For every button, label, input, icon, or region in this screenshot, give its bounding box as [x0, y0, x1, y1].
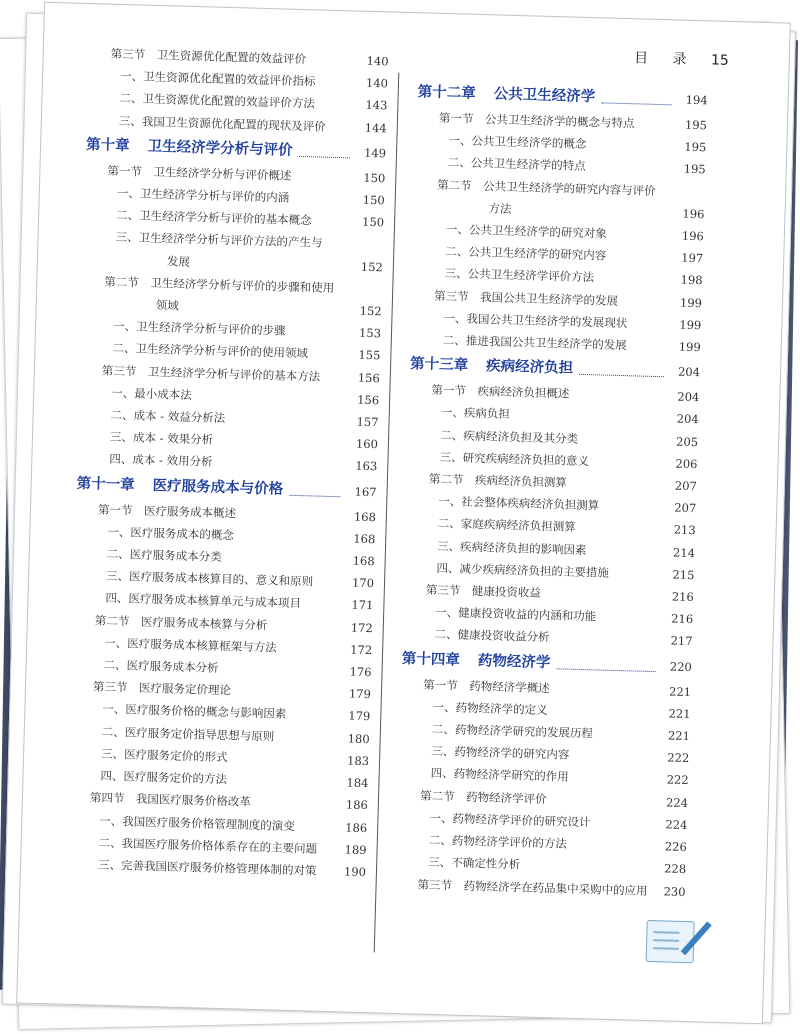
entry-title: 一、健康投资收益的内涵和功能 [435, 605, 597, 624]
entry-title: 四、医疗服务成本核算单元与成本项目 [105, 591, 302, 611]
entry-title: 二、卫生资源优化配置的效益评价方法 [119, 91, 316, 111]
entry-title: 三、药物经济学的研究内容 [431, 744, 570, 763]
entry-title: 一、卫生经济学分析与评价的步骤 [112, 319, 286, 338]
entry-title: 第一节 疾病经济负担概述 [431, 382, 570, 401]
dot-leader [579, 355, 665, 377]
page-ref: 198 [680, 273, 703, 288]
page-ref: 163 [355, 459, 378, 474]
entry-title: 一、医疗服务成本的概念 [107, 524, 235, 543]
page-ref: 224 [665, 795, 689, 810]
page-ref: 184 [346, 775, 369, 791]
entry-title: 第四节 我国医疗服务价格改革 [89, 790, 252, 810]
page-ref: 180 [347, 731, 370, 746]
entry-title: 一、医疗服务成本核算框架与方法 [104, 635, 277, 655]
chapter-number: 第十一章 [76, 475, 135, 494]
page-ref: 222 [666, 772, 689, 788]
entry-title: 第一节 卫生经济学分析与评价概述 [107, 163, 292, 183]
chapter-title: 疾病经济负担 [485, 358, 574, 377]
page-ref: 221 [667, 728, 691, 744]
page-ref: 216 [671, 611, 694, 627]
entry-title: 三、卫生经济学分析与评价方法的产生与 [115, 230, 323, 251]
page-ref: 176 [349, 664, 372, 680]
entry-title: 二、推进我国公共卫生经济学的发展 [442, 333, 627, 353]
page-ref: 190 [343, 864, 367, 879]
page-ref: 150 [361, 214, 385, 230]
dot-leader [601, 83, 672, 105]
page-ref: 152 [359, 303, 382, 319]
entry-title: 二、公共卫生经济学的研究内容 [445, 244, 607, 263]
page-ref: 199 [679, 295, 703, 310]
page-ref: 228 [664, 861, 687, 877]
page-ref: 153 [358, 325, 382, 341]
entry-title: 第三节 卫生资源优化配置的效益评价 [110, 46, 307, 67]
dot-leader [556, 649, 656, 672]
entry-title: 二、健康投资收益分析 [434, 627, 550, 645]
entry-title: 二、公共卫生经济学的特点 [447, 155, 586, 174]
entry-title: 三、疾病经济负担的影响因素 [436, 538, 587, 557]
page-ref: 156 [357, 392, 380, 408]
page-ref: 179 [348, 686, 372, 702]
page-ref: 195 [684, 139, 707, 155]
page-ref: 214 [672, 545, 696, 560]
page-ref: 222 [667, 750, 690, 766]
page-ref: 155 [358, 348, 381, 363]
page-ref: 204 [676, 412, 699, 427]
page-ref: 168 [353, 509, 377, 524]
entry-title: 二、疾病经济负担及其分类 [440, 427, 579, 446]
entry-title: 第二节 医疗服务成本核算与分析 [94, 613, 268, 632]
entry-title: 一、最小成本法 [111, 385, 192, 402]
entry-title: 第二节 卫生经济学分析与评价的步骤和使用 [104, 274, 335, 295]
entry-title: 三、完善我国医疗服务价格管理体制的对策 [97, 857, 317, 878]
entry-title: 第二节 公共卫生经济学的研究内容与评价 [436, 177, 656, 198]
page-ref: 199 [678, 339, 701, 355]
page-ref: 196 [681, 228, 705, 244]
page-ref: 194 [685, 92, 708, 108]
entry-title: 三、成本 - 效果分析 [109, 430, 214, 447]
entry-title: 第一节 公共卫生经济学的概念与特点 [438, 110, 635, 131]
page-ref: 217 [670, 633, 693, 649]
entry-title: 二、药物经济学研究的发展历程 [431, 721, 594, 741]
entry-title: 一、公共卫生经济学的研究对象 [445, 222, 608, 241]
entry-title: 二、我国医疗服务价格体系存在的主要问题 [98, 835, 318, 856]
entry-title: 四、医疗服务定价的方法 [100, 768, 228, 787]
chapter-title: 公共卫生经济学 [493, 86, 596, 106]
entry-title: 一、卫生经济学分析与评价的内涵 [116, 185, 290, 205]
page-ref: 224 [665, 817, 688, 832]
page-ref: 152 [360, 259, 384, 274]
page-ref: 172 [350, 620, 373, 635]
page-ref: 207 [674, 500, 697, 516]
entry-title: 三、不确定性分析 [428, 855, 521, 872]
page-ref: 221 [668, 706, 691, 721]
entry-title: 二、医疗服务成本分类 [106, 546, 222, 565]
entry-title: 三、我国卫生资源优化配置的现状及评价 [118, 113, 326, 134]
entry-title-wrap: 发展 [166, 253, 191, 269]
page-ref: 221 [668, 684, 692, 699]
entry-title: 三、医疗服务成本核算目的、意义和原则 [105, 568, 314, 589]
chapter-number: 第十四章 [401, 650, 461, 669]
chapter-title: 医疗服务成本与价格 [152, 477, 284, 498]
entry-title: 二、家庭疾病经济负担测算 [437, 516, 576, 535]
page-ref: 195 [683, 162, 706, 177]
entry-title: 一、疾病负担 [440, 405, 510, 422]
entry-title: 四、减少疾病经济负担的主要措施 [436, 560, 610, 580]
page-number: 15 [710, 52, 729, 69]
page-ref: 140 [366, 53, 389, 69]
dot-leader [298, 137, 350, 158]
page-ref: 183 [346, 753, 370, 769]
entry-title: 第三节 药物经济学在药品集中采购中的应用 [417, 877, 648, 898]
entry-title: 第三节 健康投资收益 [425, 582, 542, 600]
page-ref: 199 [679, 317, 702, 333]
chapter-number: 第十章 [85, 136, 130, 155]
page-ref: 171 [351, 598, 374, 613]
page-ref: 195 [684, 117, 708, 133]
page-ref: 149 [363, 145, 387, 161]
entry-title: 一、药物经济学的定义 [432, 699, 548, 717]
page-ref: 168 [352, 553, 375, 569]
entry-title: 一、医疗服务价格的概念与影响因素 [102, 702, 287, 722]
entry-title: 一、社会整体疾病经济负担测算 [438, 494, 600, 513]
entry-title: 一、我国医疗服务价格管理制度的演变 [99, 813, 295, 833]
entry-title: 一、卫生资源优化配置的效益评价指标 [119, 69, 316, 89]
entry-title: 四、成本 - 效用分析 [109, 452, 213, 470]
page-ref: 167 [354, 484, 377, 499]
page-ref: 179 [348, 709, 371, 724]
entry-title: 第三节 卫生经济学分析与评价的基本方法 [101, 363, 321, 384]
page-ref: 172 [350, 642, 373, 658]
page-ref: 186 [345, 797, 369, 813]
entry-title: 二、药物经济学评价的方法 [428, 832, 568, 851]
entry-title: 一、公共卫生经济学的概念 [448, 133, 587, 152]
page-ref: 160 [355, 436, 379, 452]
entry-title: 二、卫生经济学分析与评价的基本概念 [116, 208, 312, 228]
page-ref: 220 [669, 659, 693, 674]
entry-title: 二、医疗服务成本分析 [103, 657, 219, 675]
toc-left-column [66, 42, 389, 883]
entry-title: 二、成本 - 效益分析法 [110, 407, 226, 426]
page-ref: 170 [351, 575, 375, 591]
page-ref: 157 [356, 414, 379, 430]
entry-title: 三、研究疾病经济负担的意义 [439, 449, 590, 469]
page-ref: 230 [663, 883, 686, 899]
page-ref: 204 [677, 389, 700, 405]
chapter-number: 第十二章 [417, 84, 476, 102]
page-ref: 216 [671, 589, 694, 605]
page-ref: 168 [353, 531, 376, 547]
entry-title: 第二节 药物经济学评价 [419, 788, 547, 806]
header-label: 目 录 [633, 50, 697, 69]
entry-title-wrap: 领域 [155, 298, 179, 313]
entry-title: 第一节 医疗服务成本概述 [97, 502, 237, 520]
page-ref: 206 [675, 456, 698, 472]
page-header [634, 47, 729, 70]
page-ref: 143 [365, 98, 388, 113]
notepad-pen-icon [646, 920, 695, 963]
page-ref: 189 [344, 842, 367, 857]
entry-title-wrap: 方法 [488, 201, 512, 216]
chapter-number: 第十三章 [409, 356, 469, 374]
page-ref: 204 [677, 364, 701, 380]
page-ref: 140 [365, 75, 389, 91]
entry-title: 二、卫生经济学分析与评价的使用领域 [112, 341, 309, 361]
page-ref: 156 [357, 370, 380, 385]
page-ref: 213 [673, 523, 696, 538]
toc-right-column [395, 78, 708, 902]
toc-page [16, 2, 791, 1024]
page-ref: 215 [672, 567, 695, 583]
page-ref: 207 [674, 478, 698, 494]
page-ref: 226 [664, 839, 687, 855]
chapter-title: 卫生经济学分析与评价 [147, 138, 293, 159]
page-ref: 150 [363, 170, 386, 186]
entry-title: 一、药物经济学评价的研究设计 [429, 810, 591, 830]
entry-title: 第三节 我国公共卫生经济学的发展 [433, 288, 619, 308]
page-ref: 205 [675, 434, 699, 449]
entry-title: 第一节 药物经济学概述 [423, 677, 550, 695]
page-ref: 144 [364, 120, 387, 135]
page-ref: 150 [362, 192, 385, 208]
chapter-title: 药物经济学 [477, 652, 551, 671]
entry-title: 三、公共卫生经济学评价方法 [444, 266, 595, 285]
entry-title: 第二节 疾病经济负担测算 [428, 471, 568, 490]
entry-title: 二、医疗服务定价指导思想与原则 [101, 724, 275, 744]
entry-title: 四、药物经济学研究的作用 [430, 766, 569, 785]
page-ref: 186 [345, 819, 368, 835]
page-ref: 197 [681, 250, 704, 266]
page-ref: 196 [682, 206, 705, 222]
dot-leader [289, 475, 341, 496]
entry-title: 一、我国公共卫生经济学的发展现状 [443, 310, 628, 331]
entry-title: 三、医疗服务定价的形式 [100, 746, 228, 765]
entry-title: 第三节 医疗服务定价理论 [92, 679, 232, 698]
